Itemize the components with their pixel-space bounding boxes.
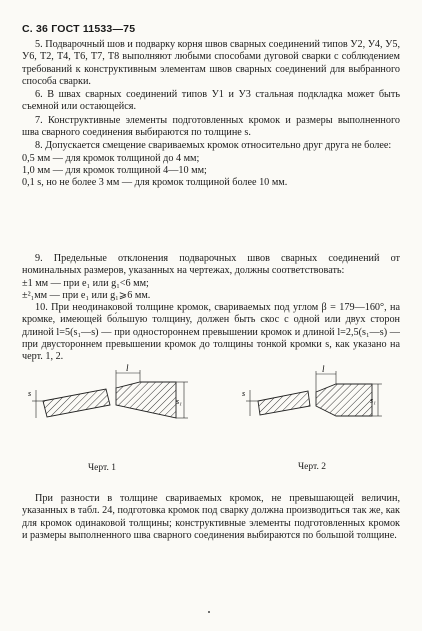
figure-1-drawing — [28, 363, 213, 438]
figure-2-caption: Черт. 2 — [298, 462, 326, 472]
offset-line-2: 1,0 мм — для кромок толщиной 4—10 мм; — [22, 164, 207, 176]
mid-text-block — [22, 253, 400, 364]
fig1-label-l: l — [126, 363, 129, 373]
top-text-block — [22, 39, 400, 190]
fig1-thick-plate — [116, 382, 176, 418]
paragraph-bottom: При разности в толщине свариваемых кромок, не превышающей величин, указанных в табл. 24, подготовка кромок под сварку должна производиться так же, как для кромок одинаковой толщины; конструктивные элементы подготовленных кромок и размеры выполненного шва сварного соединения выбираются по большой толщине. — [22, 493, 400, 541]
paragraph-10: 10. При неодинаковой толщине кромок, свариваемых под углом β = 179—160°, на кромке, имеющей бо́льшую толщину, должен быть скос с одной или двух сторон длиной l=5(s₁—s) — при одностороннем превышении кромок и длиной l=2,5(s₁—s) — при двустороннем превышении кромок до толщины тонкой кромки s, как указано на черт. 1, 2. — [22, 302, 400, 363]
offset-line-3: 0,1 s, но не более 3 мм — для кромок толщиной более 10 мм. — [22, 177, 288, 189]
print-speck — [208, 611, 210, 613]
paragraph-5: 5. Подварочный шов и подварку корня швов сварных соединений типов У2, У4, У5, У6, Т2, Т4, Т6, Т7, Т8 выполняют любыми способами дуговой сварки с соблюдением требований к конструктивным элементам швов сварных соединений для выбранного способа сварки. — [22, 39, 400, 87]
page-header: С. 36 ГОСТ 11533—75 — [22, 23, 136, 35]
fig2-thin-plate — [258, 391, 310, 415]
bottom-text-block — [22, 493, 400, 542]
figure-2-drawing — [240, 364, 400, 438]
figure-1-caption: Черт. 1 — [88, 463, 116, 473]
fig2-label-s: s — [242, 389, 246, 398]
paragraph-8: 8. Допускается смещение свариваемых кромок относительно друг друга не более: — [35, 140, 392, 152]
fig2-thick-plate — [316, 384, 372, 416]
tolerance-line-1: ±1 мм — при e₁ или g₁<6 мм; — [22, 277, 149, 289]
fig2-label-s1: s₁ — [370, 396, 376, 405]
fig1-label-s1: s₁ — [176, 397, 182, 406]
offset-line-1: 0,5 мм — для кромок толщиной до 4 мм; — [22, 152, 200, 164]
tolerance-line-2: ±²₁мм — при e₁ или g₁⩾6 мм. — [22, 289, 151, 301]
paragraph-7: 7. Конструктивные элементы подготовленных кромок и размеры выполненного шва сварного соединения выбираются по толщине s. — [22, 114, 400, 139]
fig1-thin-plate — [43, 389, 110, 417]
fig1-label-s: s — [28, 389, 32, 398]
paragraph-6: 6. В швах сварных соединений типов У1 и У3 стальная подкладка может быть съемной или остающейся. — [22, 89, 400, 113]
fig2-label-l: l — [322, 364, 325, 374]
paragraph-9: 9. Предельные отклонения подварочных швов сварных соединений от номинальных размеров, указанных на чертежах, должны соответствовать: — [22, 253, 400, 277]
